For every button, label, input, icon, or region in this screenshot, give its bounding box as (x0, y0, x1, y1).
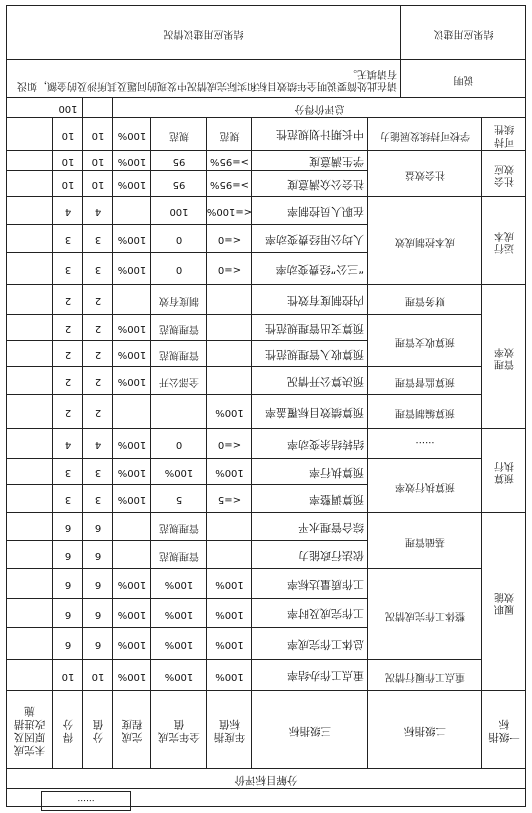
score-value: 2 (64, 376, 72, 388)
level3-indicator: “三公”经费变动率 (275, 262, 364, 276)
full-year-value: 制度有效 (159, 295, 199, 307)
level3-indicator: 内控制度有效性 (287, 293, 364, 307)
header-level2: 二级指标 (404, 724, 446, 737)
full-year-value: 管理规范 (159, 349, 199, 361)
completion-degree: 100% (117, 439, 147, 451)
full-year-value: 规范 (169, 129, 189, 141)
completion-degree (113, 285, 151, 315)
level3-indicator: 工作完成及时率 (287, 607, 364, 621)
points-value: 10 (91, 179, 105, 191)
score-value: 2 (64, 349, 72, 361)
annual-target-value: 100% (215, 670, 244, 682)
full-year-value: 管理规范 (159, 323, 199, 335)
footer-label: 结果应用建议 (433, 27, 494, 39)
annual-target-value (207, 315, 252, 341)
level3-indicator: 中长期计划规范性 (276, 128, 364, 142)
level2-indicator: 社会效益 (405, 169, 445, 181)
total-score-label: 总评价得分 (294, 103, 345, 115)
full-year-value: 0 (175, 439, 183, 451)
score-value: 6 (64, 550, 72, 562)
level2-indicator: 预算执行效率 (395, 481, 455, 493)
points-value: 3 (94, 494, 102, 506)
level3-indicator: 结转结余变动率 (287, 437, 364, 451)
footer-value: 结果应用建议情况 (163, 27, 244, 39)
level3-indicator: 预算支出管理规范性 (265, 321, 364, 335)
header-level3: 三级指标 (289, 724, 331, 737)
level3-indicator: 预算绩效目标覆盖率 (265, 405, 364, 419)
full-year-value: 100 (169, 206, 189, 218)
full-year-value: 管理规范 (159, 550, 199, 562)
level2-indicator: 基础管理 (405, 536, 445, 548)
full-year-value: 95 (172, 156, 186, 168)
level2-indicator: 预算编制管理 (395, 407, 455, 419)
points-value: 3 (94, 467, 102, 479)
level3-indicator: 综合管理水平 (298, 520, 364, 534)
points-value: 10 (91, 129, 105, 141)
score-value: 10 (61, 670, 75, 682)
annual-target-value: >=95% (210, 156, 249, 168)
annual-target-value: >=95% (210, 179, 249, 191)
full-year-value: 5 (175, 494, 183, 506)
full-year-value: 全部公开 (159, 376, 199, 388)
level3-indicator: 人均公用经费变动率 (265, 232, 364, 246)
header-score: 得分 (62, 718, 74, 744)
points-value: 4 (94, 439, 102, 451)
annual-target-value: 100% (215, 579, 244, 591)
level2-indicator: 财务管理 (405, 295, 445, 307)
full-year-value: 100% (164, 670, 194, 682)
full-year-value: 管理规范 (159, 522, 199, 534)
level2-indicator: 学校可持续发展能力 (380, 129, 470, 141)
completion-degree: 100% (117, 179, 147, 191)
level1-indicator: 履职效能 (494, 591, 514, 615)
points-value: 6 (94, 522, 102, 534)
points-value: 3 (94, 234, 102, 246)
completion-degree: 100% (117, 494, 147, 506)
level2-indicator: 成本控制成效 (395, 236, 455, 248)
full-year-value: 100% (164, 467, 194, 479)
score-value: 3 (64, 264, 72, 276)
points-value: 10 (91, 156, 105, 168)
completion-degree: 100% (117, 608, 147, 620)
score-value: 3 (64, 467, 72, 479)
completion-degree (113, 395, 151, 429)
points-value: 2 (94, 349, 102, 361)
annual-target-value: <=0 (217, 264, 242, 276)
completion-degree: 100% (117, 376, 147, 388)
score-value: 6 (64, 522, 72, 534)
level3-indicator: 总体工作完成率 (287, 637, 364, 651)
score-value: 2 (64, 407, 72, 419)
points-value: 6 (94, 550, 102, 562)
points-value: 3 (94, 264, 102, 276)
annual-target-value: 100% (215, 407, 244, 419)
points-value: 2 (94, 323, 102, 335)
header-completion: 完成程度 (121, 718, 143, 744)
annual-target-value (207, 513, 252, 541)
completion-degree (113, 513, 151, 541)
score-value: 2 (64, 323, 72, 335)
full-year-value: 95 (172, 179, 186, 191)
annual-target-value: 100% (215, 608, 244, 620)
annual-target-value: 规范 (219, 129, 240, 141)
points-value: 6 (94, 579, 102, 591)
level1-indicator: 社会效应 (494, 163, 514, 187)
level1-indicator: 管理效率 (494, 346, 514, 370)
completion-degree: 100% (117, 579, 147, 591)
level3-indicator: 预决算公开情况 (287, 374, 364, 388)
level3-indicator: 工作质量达标率 (287, 577, 364, 591)
score-value: 6 (64, 639, 72, 651)
full-year-value (151, 395, 207, 429)
completion-degree: 100% (117, 129, 147, 141)
points-value: 6 (94, 639, 102, 651)
annual-target-value (207, 285, 252, 315)
points-value: 6 (94, 608, 102, 620)
level2-indicator: 整体工作完成情况 (385, 609, 465, 621)
completion-degree: 100% (117, 156, 147, 168)
points-value: 2 (94, 376, 102, 388)
score-value: 6 (64, 579, 72, 591)
header-full-year-value: 全年完成值 (158, 718, 200, 744)
score-value: 6 (64, 608, 72, 620)
level3-indicator: 预算执行率 (309, 465, 364, 479)
header-annual-target: 年度指标值 (213, 718, 246, 744)
level3-indicator: 社会公众满意度 (287, 177, 364, 191)
full-year-value: 0 (175, 234, 183, 246)
score-value: 3 (64, 234, 72, 246)
level3-indicator: 学生满意度 (309, 154, 364, 168)
annual-target-value: <=0 (217, 234, 242, 246)
annual-target-value (207, 367, 252, 395)
header-points: 分值 (92, 718, 104, 744)
table-rule-vertical (112, 98, 113, 118)
completion-degree: 100% (117, 670, 147, 682)
annual-target-value (207, 541, 252, 569)
completion-degree (113, 541, 151, 569)
score-value: 4 (64, 206, 72, 218)
annual-target-value: <=0 (217, 439, 242, 451)
level3-indicator: 依法行政能力 (298, 548, 364, 562)
header-level1: 一级指标 (488, 718, 520, 744)
score-value: 4 (64, 439, 72, 451)
notes-label: 说明 (453, 74, 474, 86)
total-score-value: 100 (58, 103, 78, 115)
points-value: 4 (94, 206, 102, 218)
full-year-value: 100% (164, 608, 194, 620)
annual-target-value: 100% (215, 639, 244, 651)
level3-indicator: 预算收入管理规范性 (265, 347, 364, 361)
points-value: 2 (94, 295, 102, 307)
annual-target-value: <=5 (217, 494, 242, 506)
completion-degree: 100% (117, 264, 147, 276)
completion-degree: 100% (117, 323, 147, 335)
points-value: 10 (91, 670, 105, 682)
level3-indicator: 重点工作办结率 (287, 669, 364, 683)
notes-text: 请在此处简要说明全年绩效目标和实际完成情况中发现的问题及其所涉及的金额，如没有请填无。 (17, 68, 397, 92)
level2-indicator: 预算监督管理 (395, 376, 455, 388)
annual-target-value: <=100% (207, 206, 252, 218)
level3-indicator: 预算调整率 (309, 492, 364, 506)
section-title: 分解目标评价 (234, 773, 298, 786)
completion-degree: 100% (117, 234, 147, 246)
score-value: 3 (64, 494, 72, 506)
score-value: 10 (61, 129, 75, 141)
header-reason: 未完成原因及改进措施 (13, 704, 46, 757)
level1-indicator: 预算执行 (494, 460, 514, 484)
full-year-value: 100% (164, 579, 194, 591)
annual-target-value: 100% (215, 467, 244, 479)
score-value: 10 (61, 179, 75, 191)
full-year-value: 0 (175, 264, 183, 276)
level2-indicator: ...... (415, 439, 435, 451)
level1-indicator: 运行成本 (494, 230, 514, 254)
completion-degree: 100% (117, 349, 147, 361)
points-value: 2 (94, 407, 102, 419)
page-corner-text: ...... (77, 796, 95, 807)
level2-indicator: 重点工作履行情况 (385, 670, 465, 682)
score-value: 10 (61, 156, 75, 168)
level1-indicator: 可持续性 (494, 123, 514, 147)
level2-indicator: 预算收支管理 (395, 336, 455, 348)
level3-indicator: 在职人员控制率 (287, 204, 364, 218)
annual-target-value (207, 341, 252, 367)
completion-degree: 100% (117, 467, 147, 479)
score-value: 2 (64, 295, 72, 307)
full-year-value: 100% (164, 639, 194, 651)
completion-degree: 100% (117, 639, 147, 651)
completion-degree (113, 197, 151, 225)
